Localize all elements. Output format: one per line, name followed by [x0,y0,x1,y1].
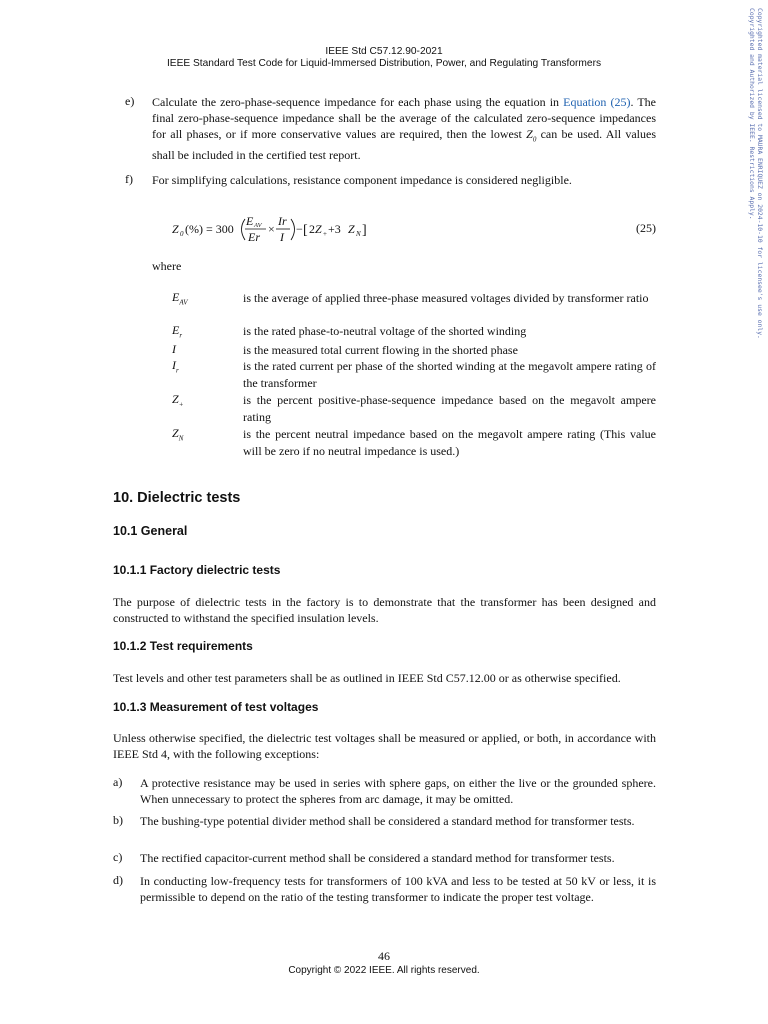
paragraph-10-1-2: Test levels and other test parameters shall be as outlined in IEEE Std C57.12.00 or as otherwise specified. [113,671,621,685]
svg-text:Z: Z [348,222,355,236]
svg-text:+3: +3 [328,222,341,236]
equation-formula [172,214,382,244]
header-standard-number: IEEE Std C57.12.90-2021 [325,46,443,57]
def-text-zn: is the percent neutral impedance based on the megavolt ampere rating (This value will be zero if no neutral impedance is used.) [243,427,656,458]
def-symbol-eav: $E_{AV}$ [172,290,188,307]
def-text-er: is the rated phase-to-neutral voltage of the shorted winding [243,324,527,338]
svg-text:N: N [356,230,361,238]
equation-number: (25) [636,221,656,235]
section-heading-10-1-1: 10.1.1 Factory dielectric tests [113,563,281,577]
equation-25-link[interactable]: Equation (25) [563,95,631,109]
svg-text:+: + [323,230,327,238]
paragraph-10-1-3: Unless otherwise specified, the dielectric test voltages shall be measured or applied, or both, in accordance with IEEE Std 4, with the following exceptions: [113,731,656,761]
svg-text:E: E [246,214,254,228]
section-heading-10-1-3: 10.1.3 Measurement of test voltages [113,700,319,714]
svg-text:(%) = 300: (%) = 300 [185,222,234,236]
svg-text:2: 2 [309,222,315,236]
item-e-text-a: Calculate the zero-phase-sequence impedance for each phase using the equation in [152,95,564,109]
def-symbol-er: $E_r$ [172,323,183,340]
list-label-e: e) [125,94,135,108]
list-label-f: f) [125,172,133,186]
def-symbol-ir: $I_r$ [172,358,179,375]
item-e-text-b: . The final zero-phase-sequence impedance shall be the average of the calculated zero-sequence impedances for all phases, or if more conservative values are required, then the lowest [152,95,656,141]
header-standard-title: IEEE Standard Test Code for Liquid-Immersed Distribution, Power, and Regulating Transformers [166,58,602,69]
section-heading-10-1: 10.1 General [113,524,188,538]
def-symbol-zn: $Z_N$ [172,426,184,443]
copyright-notice: Copyright © 2022 IEEE. All rights reserved. [288,965,480,976]
list-item-f: For simplifying calculations, resistance component impedance is considered negligible. [152,173,572,187]
equation-25 [172,214,656,244]
list-item-c: The rectified capacitor-current method shall be considered a standard method for transformer tests. [140,851,615,865]
svg-text:0: 0 [180,230,184,238]
svg-text:×: × [268,222,275,236]
section-heading-10: 10. Dielectric tests [113,490,241,506]
svg-text:[: [ [303,223,308,238]
list-label-c: c) [113,850,123,864]
item-e-text-c: can be used. All values shall be included in the certified test report. [152,127,656,163]
def-text-zplus: is the percent positive-phase-sequence impedance based on the megavolt ampere rating [243,393,656,424]
list-item-a: A protective resistance may be used in series with sphere gaps, on either the live or the grounded sphere. When unnecessary to protect the spheres from arc damage, it may be omitted. [140,776,656,806]
section-heading-10-1-2: 10.1.2 Test requirements [113,639,253,653]
svg-text:−: − [296,222,303,236]
def-text-i: is the measured total current flowing in the shorted phase [243,343,518,357]
list-item-e [152,94,656,163]
def-text-ir: is the rated current per phase of the shorted winding at the megavolt ampere rating of the transformer [243,359,656,390]
watermark-line-2: Copyrighted and Authorized by IEEE. Restrictions Apply. [748,8,756,220]
svg-text:]: ] [362,223,367,238]
page-number: 46 [378,949,390,963]
list-label-a: a) [113,775,123,789]
where-label: where [152,259,182,273]
z0-symbol: $Z_0$ [526,127,537,144]
def-symbol-zplus: $Z_+$ [172,392,184,409]
list-item-d: In conducting low-frequency tests for transformers of 100 kVA and less to be tested at 50 kV or less, it is permissible to depend on the ratio of the testing transformer to indicate the proper test voltage. [140,874,656,904]
def-symbol-i: I [172,342,176,356]
watermark-line-1: Copyrighted material licensed to MAURA ENRIQUEZ on 2024-10-10 for licensee's use only. [756,8,764,339]
svg-text:Ir: Ir [278,214,287,228]
paragraph-10-1-1: The purpose of dielectric tests in the factory is to demonstrate that the transformer has been designed and constructed to withstand the specified insulation levels. [113,595,656,625]
svg-text:Z: Z [172,222,179,236]
svg-text:I: I [280,230,284,244]
def-text-eav: is the average of applied three-phase measured voltages divided by transformer ratio [243,291,649,305]
list-item-b: The bushing-type potential divider method shall be considered a standard method for transformer tests. [140,814,635,828]
svg-text:AV: AV [254,222,262,229]
svg-text:Er: Er [248,230,260,244]
svg-text:Z: Z [315,222,322,236]
list-label-d: d) [113,873,123,887]
list-label-b: b) [113,813,123,827]
